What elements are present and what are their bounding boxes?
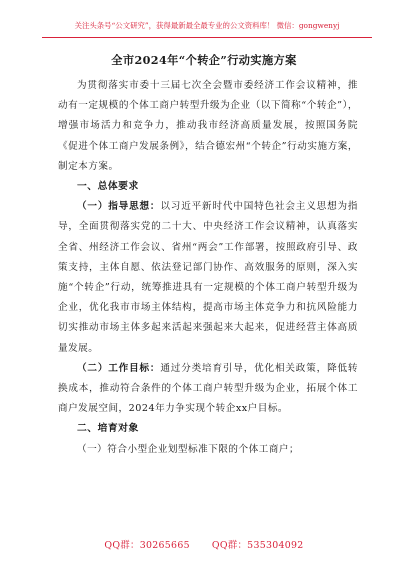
intro-paragraph: 为贯彻落实市委十三届七次全会暨市委经济工作会议精神，推动有一定规模的个体工商户转型升级为企业（以下简称“个转企”），增强市场活力和竞争力，推动我市经济高质量发展，按照国务院《促进个体工商户发展条例》，结合德宏州“个转企”行动实施方案，制定本方案。 xyxy=(58,80,358,172)
header-divider xyxy=(42,37,372,38)
footer-contacts xyxy=(0,537,408,551)
goal-heading: （二）工作目标： xyxy=(77,362,161,374)
target-item-1: （一）符合小型企业划型标准下限的个体工商户； xyxy=(77,443,300,455)
document-body xyxy=(58,76,358,460)
document-title: 全市2024年“个转企”行动实施方案 xyxy=(111,53,297,67)
guiding-heading: （一）指导思想： xyxy=(77,201,161,213)
goal-text: 通过分类培育引导，优化相关政策，降低转换成本，推动符合条件的个体工商户转型升级为企业，拓展个体工商户发展空间，2024年力争实现个转企xx户目标。 xyxy=(58,362,359,415)
header-notice: 关注头条号“公文研究”，获得最新最全最专业的公文资料库！ 微信：gongwenyj xyxy=(74,21,340,30)
footer-qq-group-2: QQ群：535304092 xyxy=(211,540,304,551)
footer-qq-group-1: QQ群：30265665 xyxy=(104,540,190,551)
goal-paragraph xyxy=(58,359,358,420)
guiding-text: 以习近平新时代中国特色社会主义思想为指导，全面贯彻落实党的二十大、中央经济工作会议精神，认真落实全省、州经济工作会议、省州“两会”工作部署，按照政府引导、政策支持，主体自愿、依法登记部门协作、高效服务的原则，深入实施“个转企”行动，统筹推进具有一定规模的个体工商户转型升级为企业，优化我市市场主体结构，提高市场主体竞争力和抗风险能力切实推动市场主体多起来活起来强起来大起来，促进经营主体高质量发展。 xyxy=(58,201,359,354)
section-heading-general: 一、总体要求 xyxy=(77,181,139,193)
guiding-paragraph xyxy=(58,197,358,359)
section-heading-targets: 二、培育对象 xyxy=(77,423,139,435)
